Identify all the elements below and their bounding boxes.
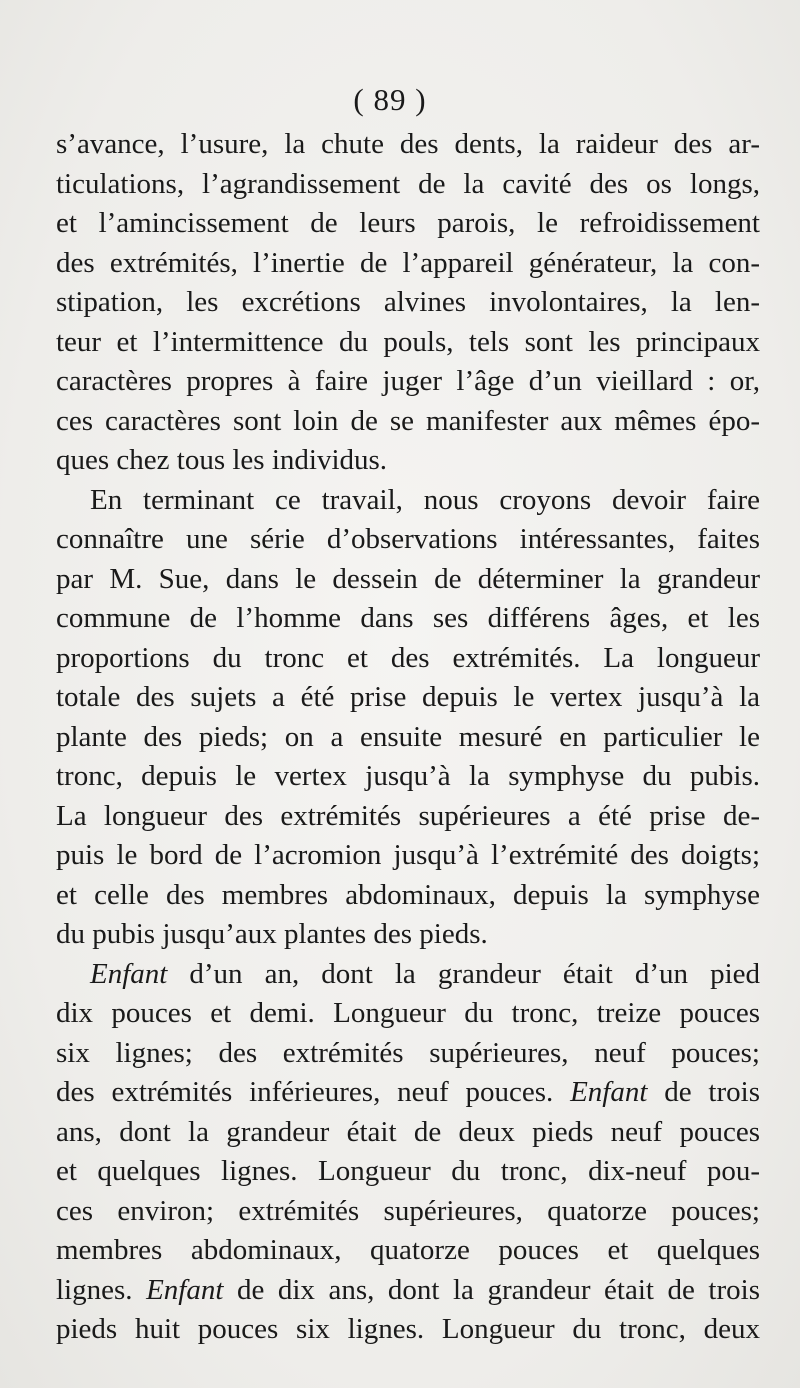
body-text (56, 125, 760, 1350)
text-line: totale des sujets a été prise depuis le vertex jusqu’à la (56, 681, 760, 713)
text-line: puis le bord de l’acromion jusqu’à l’extrémité des doigts; (56, 839, 760, 871)
text-line: La longueur des extrémités supérieures a été prise de- (56, 799, 760, 832)
text-line: et l’amincissement de leurs parois, le refroidissement (56, 207, 760, 239)
text-line: par M. Sue, dans le dessein de déterminer la grandeur (56, 562, 760, 595)
text-line: et celle des membres abdominaux, depuis la symphyse (56, 878, 760, 911)
text-line: dix pouces et demi. Longueur du tronc, treize pouces (56, 997, 760, 1029)
text-line: du pubis jusqu’aux plantes des pieds. (56, 918, 488, 950)
text-line: teur et l’intermittence du pouls, tels sont les principaux (56, 325, 760, 358)
text-line: ces environ; extrémités supérieures, quatorze pouces; (56, 1194, 760, 1227)
text-line: des extrémités inférieures, neuf pouces. Enfant de trois (56, 1076, 760, 1108)
italic-word: Enfant (146, 1273, 224, 1306)
text-line: lignes. Enfant de dix ans, dont la grandeur était de trois (56, 1273, 760, 1306)
text-line: ques chez tous les individus. (56, 444, 388, 476)
text-line: stipation, les excrétions alvines involontaires, la len- (56, 286, 760, 318)
page-number: ( 89 ) (353, 82, 427, 117)
text-line: pieds huit pouces six lignes. Longueur du tronc, deux (56, 1313, 760, 1345)
text-line: ticulations, l’agrandissement de la cavité des os longs, (56, 167, 760, 200)
text-line: En terminant ce travail, nous croyons devoir faire (90, 483, 760, 516)
italic-word: Enfant (570, 1076, 648, 1108)
text-line: plante des pieds; on a ensuite mesuré en particulier le (56, 720, 760, 753)
text-line: proportions du tronc et des extrémités. La longueur (56, 641, 760, 674)
text-line: ces caractères sont loin de se manifester aux mêmes épo- (56, 404, 760, 437)
text-line: caractères propres à faire juger l’âge d’un vieillard : or, (56, 365, 760, 397)
paragraph-2 (56, 481, 760, 955)
italic-word: Enfant (90, 957, 168, 990)
text-line: tronc, depuis le vertex jusqu’à la symphyse du pubis. (56, 760, 760, 792)
paragraph-1 (56, 125, 760, 481)
text-line: des extrémités, l’inertie de l’appareil générateur, la con- (56, 246, 760, 279)
text-line: commune de l’homme dans ses différens âges, et les (56, 602, 760, 634)
text-line: membres abdominaux, quatorze pouces et quelques (56, 1234, 760, 1266)
text-line: s’avance, l’usure, la chute des dents, la raideur des ar- (56, 128, 760, 160)
text-line: et quelques lignes. Longueur du tronc, dix-neuf pou- (56, 1155, 760, 1187)
text-line: connaître une série d’observations intéressantes, faites (56, 523, 760, 555)
text-line: six lignes; des extrémités supérieures, neuf pouces; (56, 1036, 760, 1069)
text-line: ans, dont la grandeur était de deux pieds neuf pouces (56, 1115, 760, 1148)
text-line: Enfant d’un an, dont la grandeur était d’un pied (90, 957, 760, 990)
paragraph-3 (56, 955, 760, 1350)
